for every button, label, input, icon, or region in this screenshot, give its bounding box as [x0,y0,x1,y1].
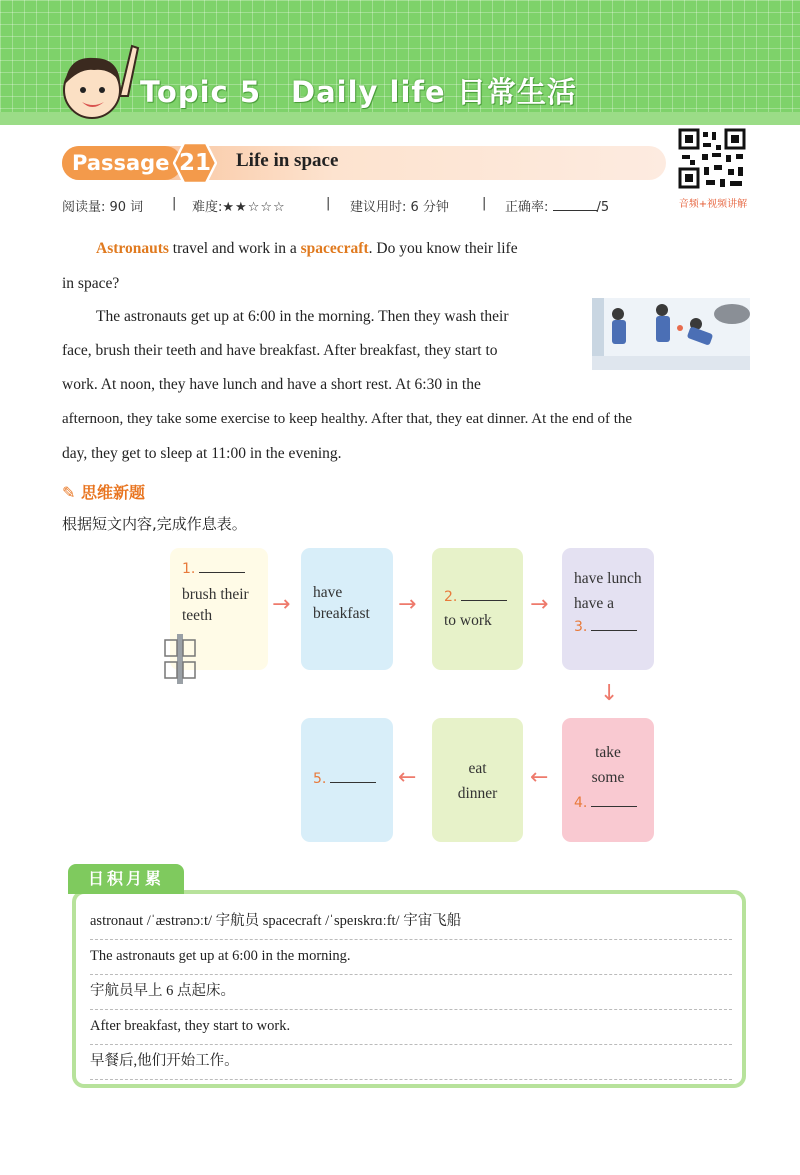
flow-card-2 [301,548,393,670]
passage-title: Life in space [236,150,339,171]
topic-title-en: Daily life [291,75,446,109]
flow-arrow-right-3: → [530,592,549,617]
suggested-time: 建议用时: 6 分钟 [350,200,449,215]
passage-badge: Passage [62,146,182,180]
meta-separator: | [326,196,331,211]
flow-arrow-left-1: ← [530,765,549,790]
keyword-spacecraft: spacecraft [300,240,369,257]
passage-number: 21 [178,150,211,176]
flow-card-4-line-2: have a [574,595,615,612]
blank-number-4: 4. [574,795,588,811]
paragraph-2-line-5: day, they get to sleep at 11:00 in the evening. [62,445,342,462]
vocabulary-tab: 日积月累 [68,864,184,894]
flow-arrow-down: ↓ [600,681,619,706]
paragraph-2-line-4: afternoon, they take some exercise to keep healthy. After that, they eat dinner. At the end of the [62,411,633,427]
difficulty-label: 难度: [192,200,223,215]
accuracy [505,196,609,215]
flow-card-6-line-2: dinner [457,785,498,802]
difficulty-stars-icon: ★★☆☆☆ [222,200,286,215]
satellite-icon [163,630,197,688]
vocab-line-2: The astronauts get up at 6:00 in the morning. [90,940,732,975]
topic-number: Topic 5 [140,75,262,109]
flow-arrow-left-2: ← [398,765,417,790]
boy-mascot-illustration [50,38,140,128]
answer-blank-4[interactable] [591,792,637,807]
flow-card-4-line-1: have lunch [574,570,642,587]
vocab-line-3: 宇航员早上 6 点起床。 [90,975,732,1010]
task-heading-text: 思维新题 [80,483,145,502]
difficulty [192,196,286,215]
flow-card-6 [432,718,523,842]
paragraph-1-line-1 [96,232,518,266]
text-run: . Do you know their life [368,240,518,257]
accuracy-label: 正确率: [505,200,549,215]
flow-card-1-text: brush their teeth [182,586,249,624]
flow-card-7 [301,718,393,842]
meta-separator: | [482,196,487,211]
task-heading [62,480,145,503]
blank-number-1: 1. [182,561,196,577]
blank-number-3: 3. [574,619,588,635]
qr-code-icon[interactable] [676,127,748,191]
flow-card-2-text: have breakfast [313,584,370,622]
passage-number-hexagon [173,141,217,185]
keyword-astronauts: Astronauts [96,240,169,257]
flow-card-5 [562,718,654,842]
flow-card-5-line-1: take [595,744,621,761]
flow-card-3 [432,548,523,670]
answer-blank-2[interactable] [461,586,507,601]
answer-blank-3[interactable] [591,616,637,631]
paragraph-2-line-3: work. At noon, they have lunch and have a short rest. At 6:30 in the [62,376,481,393]
paragraph-2-line-1: The astronauts get up at 6:00 in the morning. Then they wash their [96,308,509,325]
task-instruction: 根据短文内容,完成作息表。 [62,515,247,533]
qr-caption: 音频+视频讲解 [678,199,748,210]
vocab-line-4: After breakfast, they start to work. [90,1010,732,1045]
flow-card-3-text: to work [444,612,492,629]
vocab-line-5: 早餐后,他们开始工作。 [90,1045,732,1080]
blank-number-5: 5. [313,771,327,787]
accuracy-total: /5 [596,200,610,215]
blank-number-2: 2. [444,589,458,605]
flow-card-4 [562,548,654,670]
answer-blank-1[interactable] [199,558,245,573]
astronauts-illustration [592,298,750,370]
topic-title-zh: 日常生活 [456,75,577,109]
meta-separator: | [172,196,177,211]
topic-title [140,70,577,111]
flow-card-5-line-2: some [591,769,625,786]
paragraph-2-line-2: face, brush their teeth and have breakfast. After breakfast, they start to [62,342,498,359]
vocab-line-1: astronaut /ˈæstrənɔːt/ 宇航员 spacecraft /ˈspeɪskrɑːft/ 宇宙飞船 [90,905,732,940]
reading-count: 阅读量: 90 词 [62,200,144,215]
answer-blank-5[interactable] [330,768,376,783]
pencil-icon: ✎ [62,483,76,502]
text-run: travel and work in a [168,240,301,257]
paragraph-1-line-2: in space? [62,275,120,292]
flow-arrow-right-2: → [398,592,417,617]
flow-arrow-right-1: → [272,592,291,617]
accuracy-blank[interactable] [553,198,597,211]
flow-card-6-line-1: eat [468,760,487,777]
